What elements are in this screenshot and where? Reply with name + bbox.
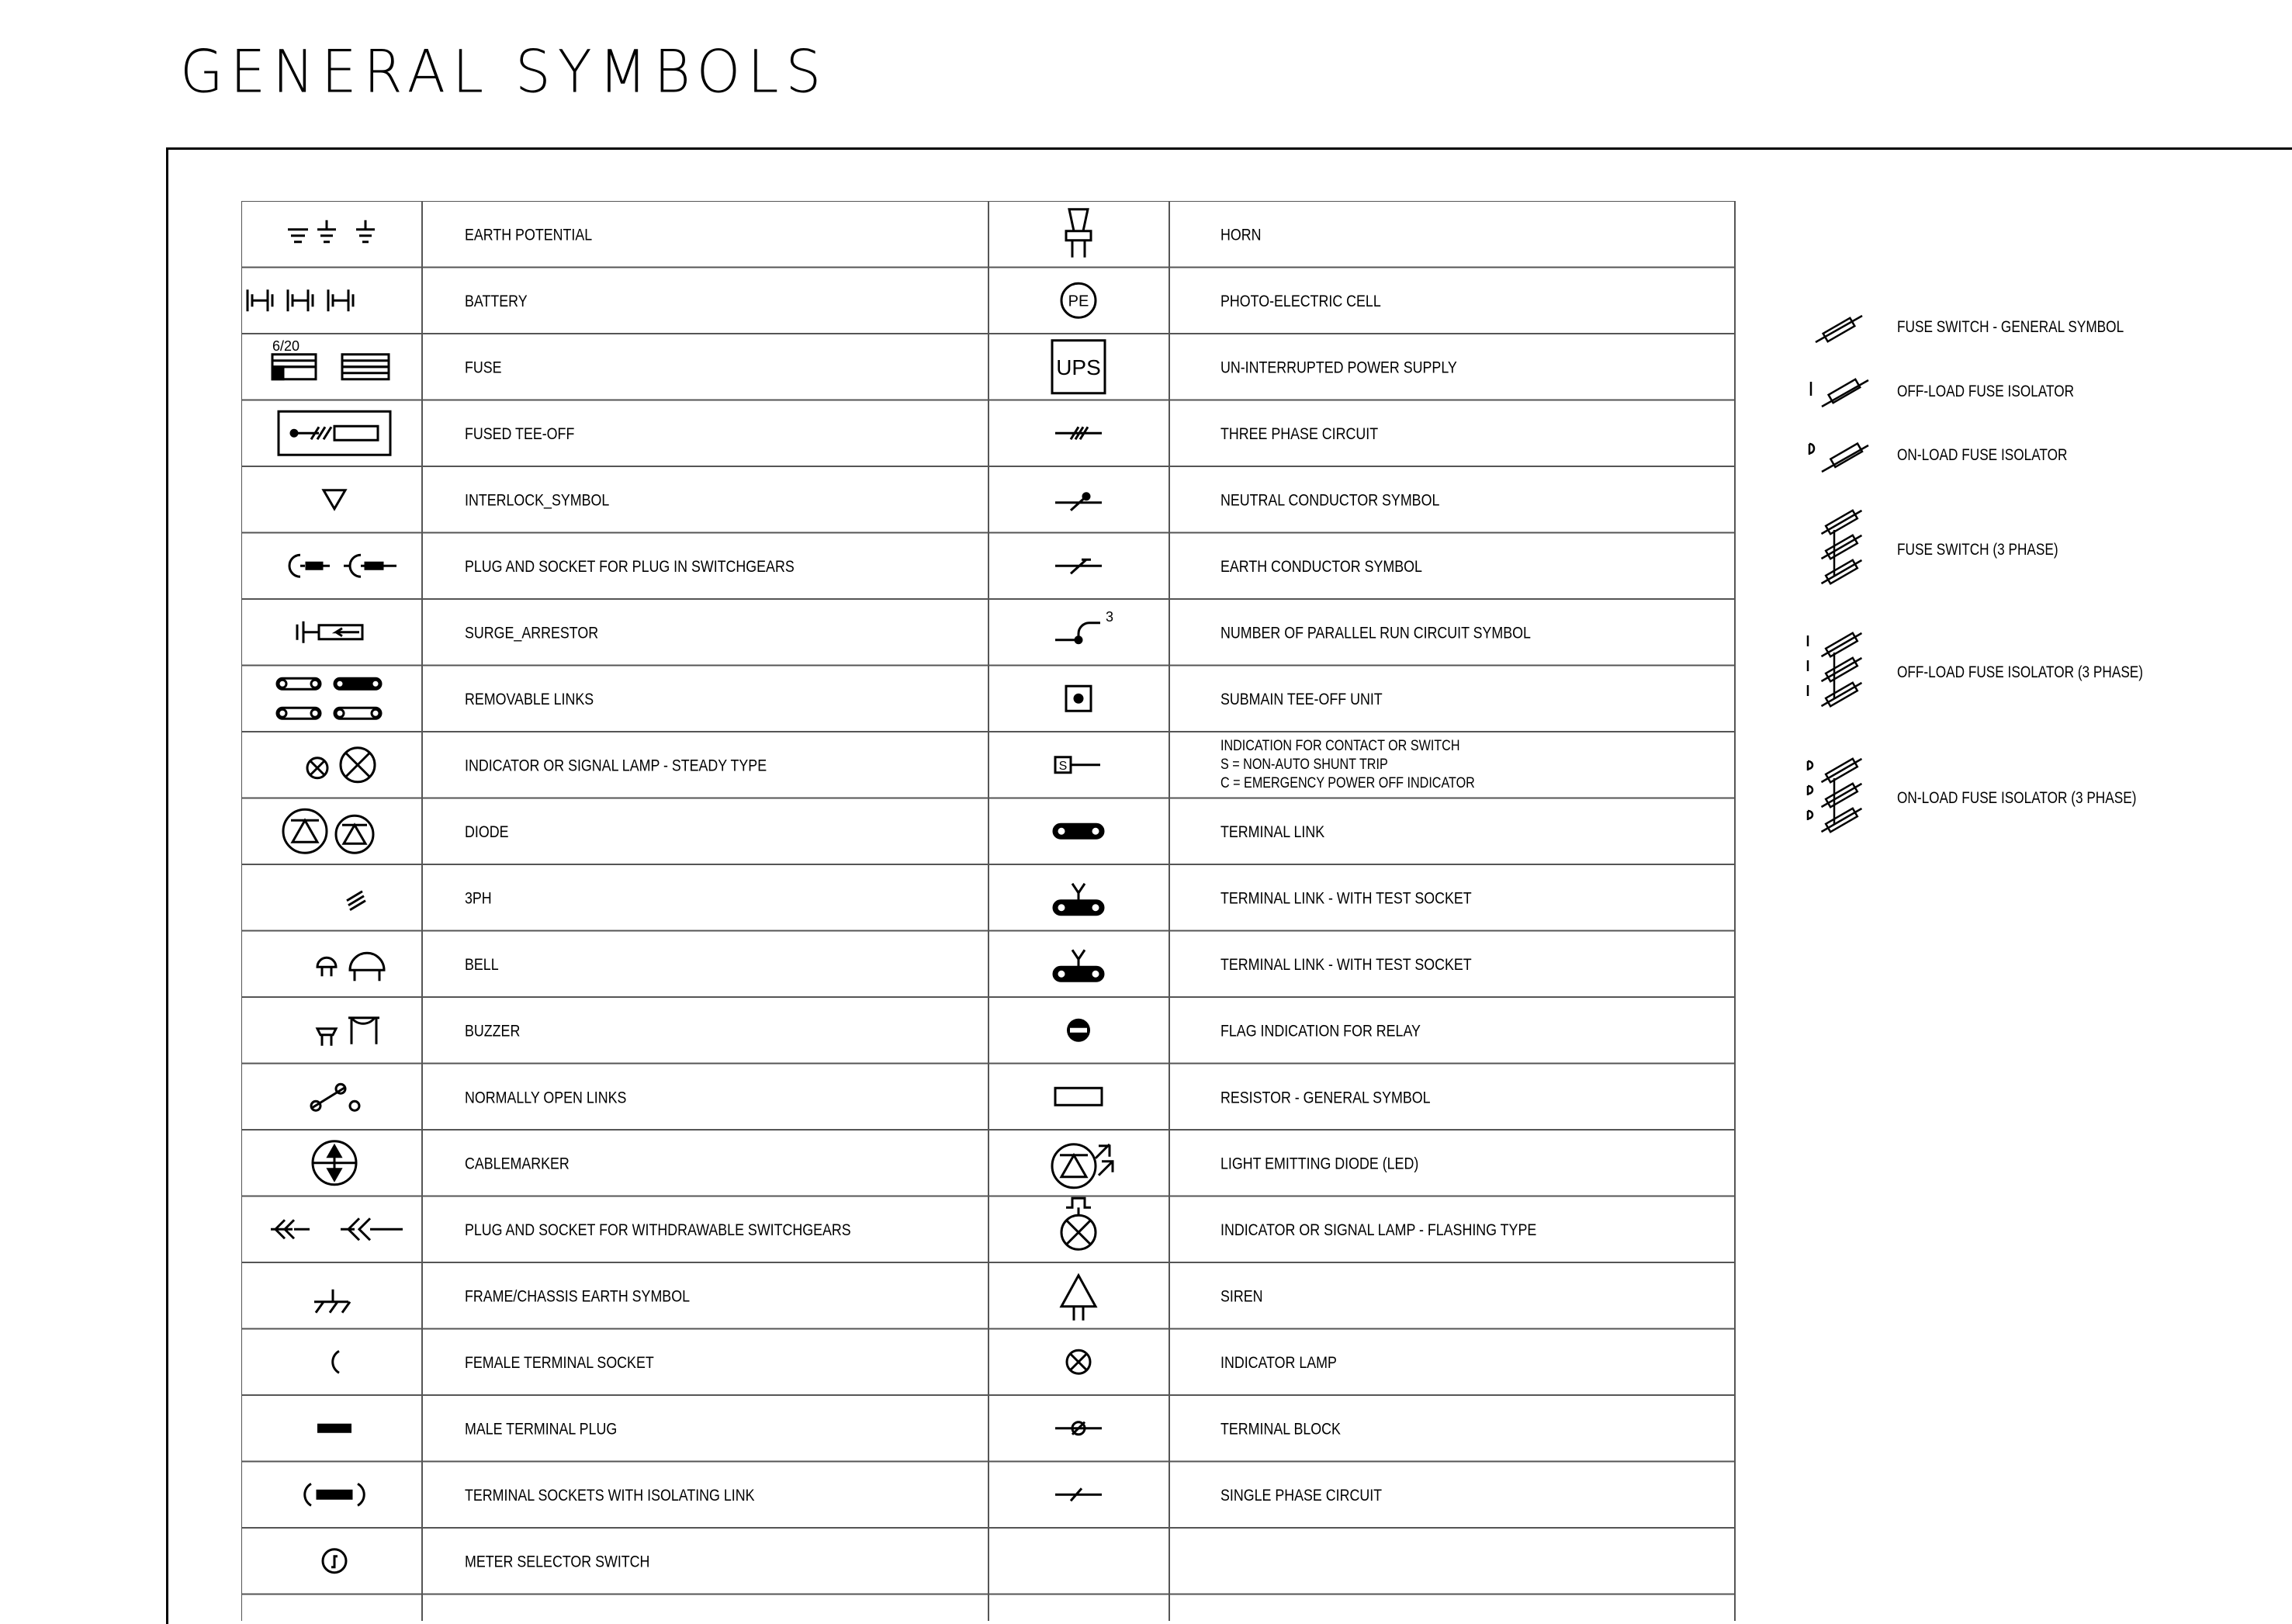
side-legend-label: OFF-LOAD FUSE ISOLATOR (3 PHASE): [1897, 663, 2144, 681]
siren-icon: [1061, 1276, 1096, 1321]
symbol-description: SUBMAIN TEE-OFF UNIT: [1220, 690, 1383, 709]
single-phase-circuit-icon: [1055, 1488, 1102, 1501]
symbol-description: HORN: [1220, 226, 1262, 245]
terminal-block-icon: [1055, 1422, 1102, 1435]
table-row: [324, 490, 1440, 511]
male-terminal-plug-icon: [317, 1424, 351, 1433]
parallel-run-icon: [1055, 623, 1100, 643]
buzzer-icon: [317, 1018, 379, 1046]
symbol-description: PHOTO-ELECTRIC CELL: [1220, 292, 1381, 311]
symbol-description: FRAME/CHASSIS EARTH SYMBOL: [465, 1287, 691, 1307]
page-title: GENERAL SYMBOLS: [180, 36, 829, 106]
earth-potential-icon: [288, 220, 375, 242]
symbol-description: BUZZER: [465, 1022, 521, 1041]
symbol-description: TERMINAL LINK - WITH TEST SOCKET: [1220, 955, 1472, 975]
terminal-link-test-socket-icon: [1054, 884, 1103, 915]
symbol-legend-table: [241, 201, 1739, 1621]
symbol-inner-text: 3: [1105, 608, 1114, 625]
horn-icon: [1066, 209, 1091, 258]
symbol-description: DIODE: [465, 822, 509, 842]
symbol-inner-text: PE: [1068, 293, 1089, 310]
fuse-switch-3-phase-icon: [1804, 498, 1874, 599]
side-legend-label: OFF-LOAD FUSE ISOLATOR: [1897, 383, 2075, 400]
terminal-link-test-socket-icon: [1054, 950, 1103, 981]
diode-icon: [283, 809, 373, 853]
symbol-description: BELL: [465, 955, 499, 975]
table-row: [313, 1141, 1418, 1188]
table-row: [277, 678, 1383, 719]
symbol-description: TERMINAL LINK: [1220, 822, 1325, 842]
symbol-description: BATTERY: [465, 292, 528, 311]
terminal-link-icon: [1054, 824, 1103, 838]
symbol-description: RESISTOR - GENERAL SYMBOL: [1220, 1088, 1431, 1107]
side-legend-label: FUSE SWITCH - GENERAL SYMBOL: [1897, 318, 2124, 336]
table-row: [347, 884, 1472, 915]
earth-conductor-icon: [1055, 559, 1102, 573]
side-legend-label: FUSE SWITCH (3 PHASE): [1897, 541, 2058, 559]
symbol-description: INDICATOR LAMP: [1220, 1353, 1337, 1373]
symbol-description: C = EMERGENCY POWER OFF INDICATOR: [1220, 774, 1475, 791]
off-load-fuse-isolator-3-phase-icon: [1804, 621, 1874, 722]
symbol-description: NUMBER OF PARALLEL RUN CIRCUIT SYMBOL: [1220, 624, 1531, 643]
symbol-description: TERMINAL SOCKETS WITH ISOLATING LINK: [465, 1486, 755, 1505]
three-phase-circuit-icon: [1055, 427, 1102, 439]
female-terminal-socket-icon: [333, 1351, 339, 1373]
interlock-icon: [324, 490, 345, 509]
normally-open-links-icon: [311, 1084, 359, 1110]
symbol-description: INTERLOCK_SYMBOL: [465, 491, 610, 511]
submain-tee-off-icon: [1066, 686, 1091, 711]
symbol-description: LIGHT EMITTING DIODE (LED): [1220, 1155, 1419, 1174]
chassis-earth-icon: [314, 1290, 350, 1313]
symbol-inner-text: S: [1058, 759, 1068, 773]
resistor-icon: [1055, 1088, 1102, 1105]
symbol-description: FUSED TEE-OFF: [465, 424, 575, 444]
symbol-description: NORMALLY OPEN LINKS: [465, 1088, 627, 1107]
symbol-description: S = NON-AUTO SHUNT TRIP: [1220, 755, 1388, 773]
signal-lamp-flashing-icon: [1061, 1198, 1096, 1249]
table-row: [272, 338, 1457, 393]
table-row: [323, 1550, 649, 1573]
table-row: [288, 209, 1262, 258]
on-load-fuse-isolator-icon: [1804, 438, 1874, 477]
side-legend-label: ON-LOAD FUSE ISOLATOR: [1897, 446, 2068, 464]
bell-icon: [317, 953, 384, 981]
on-load-fuse-isolator-3-phase-icon: [1804, 746, 1874, 847]
symbol-description: CABLEMARKER: [465, 1155, 570, 1174]
fused-tee-off-icon: [279, 411, 390, 455]
side-legend-label: ON-LOAD FUSE ISOLATOR (3 PHASE): [1897, 789, 2137, 807]
symbol-description: INDICATION FOR CONTACT OR SWITCH: [1220, 736, 1460, 754]
table-row: [305, 1484, 1382, 1505]
symbol-description: INDICATOR OR SIGNAL LAMP - FLASHING TYPE: [1220, 1221, 1537, 1240]
relay-flag-icon: [1067, 1019, 1090, 1042]
table-row: [307, 737, 1475, 791]
withdrawable-plug-socket-icon: [271, 1218, 403, 1240]
symbol-description: FEMALE TERMINAL SOCKET: [465, 1353, 654, 1373]
symbol-description: 3PH: [465, 889, 492, 909]
fuse-switch-icon: [1804, 310, 1874, 349]
led-icon: [1052, 1144, 1113, 1188]
symbol-description: METER SELECTOR SWITCH: [465, 1553, 650, 1572]
table-row: [311, 1084, 1431, 1110]
fuse-icon: [272, 355, 389, 379]
symbol-description: THREE PHASE CIRCUIT: [1220, 424, 1379, 444]
symbol-description: EARTH CONDUCTOR SYMBOL: [1220, 557, 1422, 577]
terminal-sockets-isolating-link-icon: [305, 1484, 365, 1505]
table-row: [283, 809, 1324, 853]
symbol-description: MALE TERMINAL PLUG: [465, 1420, 618, 1439]
table-row: [271, 1198, 1536, 1249]
symbol-description: EARTH POTENTIAL: [465, 226, 593, 245]
table-row: [297, 609, 1531, 643]
surge-arrestor-icon: [297, 622, 362, 643]
plug-socket-switchgear-icon: [289, 555, 396, 577]
symbol-description: REMOVABLE LINKS: [465, 690, 594, 709]
signal-lamp-steady-icon: [307, 748, 375, 782]
symbol-description: PLUG AND SOCKET FOR PLUG IN SWITCHGEARS: [465, 557, 795, 577]
symbol-description: INDICATOR OR SIGNAL LAMP - STEADY TYPE: [465, 757, 767, 776]
battery-icon: [248, 289, 353, 311]
table-row: [279, 411, 1378, 455]
cablemarker-icon: [313, 1141, 356, 1185]
table-row: [333, 1350, 1337, 1373]
symbol-description: SURGE_ARRESTOR: [465, 624, 599, 643]
fuse-rating-label: 6/20: [272, 338, 300, 354]
symbol-inner-text: UPS: [1056, 355, 1101, 379]
symbol-description: SINGLE PHASE CIRCUIT: [1220, 1486, 1383, 1505]
table-row: [314, 1276, 1262, 1321]
symbol-description: PLUG AND SOCKET FOR WITHDRAWABLE SWITCHGEARS: [465, 1221, 851, 1240]
table-row: [248, 283, 1381, 317]
symbol-description: NEUTRAL CONDUCTOR SYMBOL: [1220, 491, 1440, 511]
symbol-description: TERMINAL BLOCK: [1220, 1420, 1341, 1439]
off-load-fuse-isolator-icon: [1804, 375, 1874, 414]
table-row: [317, 1018, 1421, 1046]
removable-links-icon: [277, 678, 381, 719]
symbol-description: UN-INTERRUPTED POWER SUPPLY: [1220, 358, 1457, 378]
symbol-description: FUSE: [465, 358, 502, 378]
symbol-description: SIREN: [1220, 1287, 1263, 1307]
table-row: [289, 555, 1422, 577]
symbol-description: TERMINAL LINK - WITH TEST SOCKET: [1220, 889, 1472, 909]
3ph-icon: [347, 892, 365, 910]
table-row: [317, 950, 1472, 981]
meter-selector-switch-icon: [323, 1550, 346, 1573]
neutral-conductor-icon: [1055, 493, 1102, 511]
symbol-description: FLAG INDICATION FOR RELAY: [1220, 1022, 1421, 1041]
indicator-lamp-icon: [1067, 1350, 1090, 1373]
table-row: [317, 1420, 1341, 1439]
